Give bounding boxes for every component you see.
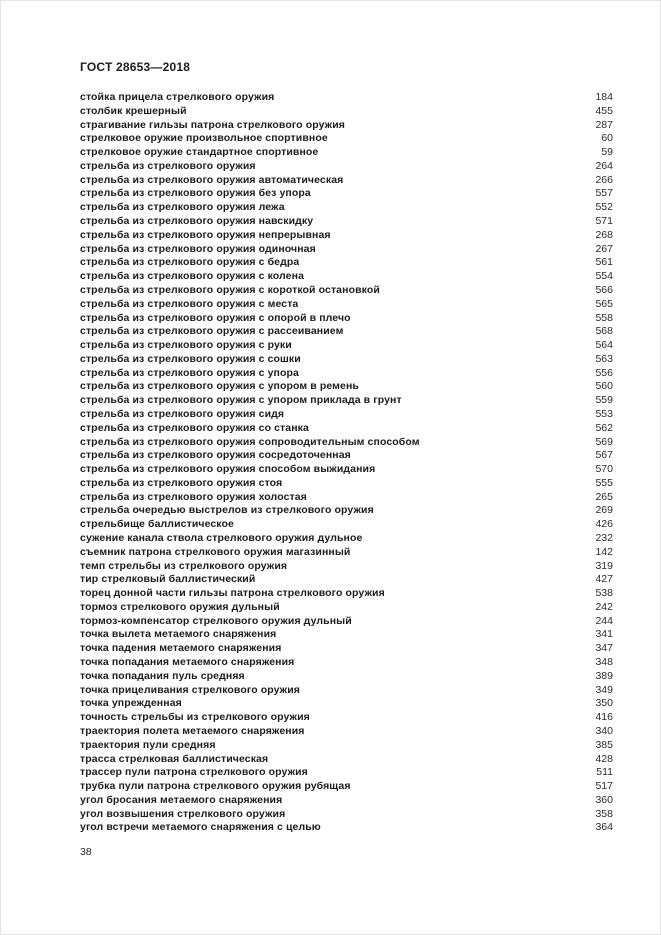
index-row [80,684,613,698]
index-row [80,615,613,629]
index-page-number: 341 [595,628,613,641]
index-term: стрельба из стрелкового оружия непрерывная [80,228,331,241]
index-row [80,380,613,394]
index-term: стрельба из стрелкового оружия стоя [80,476,283,489]
index-page-number: 268 [595,228,613,241]
index-term: стрельба из стрелкового оружия со станка [80,421,309,434]
index-page-number: 287 [595,118,613,131]
index-page-number: 60 [601,132,613,145]
index-term: угол возвышения стрелкового оружия [80,807,286,820]
index-term: траектория пули средняя [80,738,216,751]
index-term: стрельба из стрелкового оружия с сошки [80,352,301,365]
index-row [80,587,613,601]
index-term: стрельба из стрелкового оружия с упора [80,366,299,379]
index-term: стрельба из стрелкового оружия с рассеиванием [80,325,344,338]
index-page-number: 267 [595,242,613,255]
index-row [80,573,613,587]
index-page-number: 347 [595,642,613,655]
index-list [80,91,613,835]
index-page-number: 242 [595,600,613,613]
index-page-number: 416 [595,711,613,724]
index-term: стрелковое оружие стандартное спортивное [80,146,319,159]
index-page-number: 389 [595,669,613,682]
index-term: темп стрельбы из стрелкового оружия [80,559,288,572]
index-term: стрельба из стрелкового оружия с места [80,297,299,310]
index-term: точка падения метаемого снаряжения [80,642,282,655]
index-term: стрельбище баллистическое [80,518,234,531]
index-term: стрельба из стрелкового оружия способом выжидания [80,463,376,476]
index-page-number: 232 [595,532,613,544]
index-page-number: 340 [595,724,613,737]
index-term: трубка пули патрона стрелкового оружия рубящая [80,780,351,793]
index-term: стрельба из стрелкового оружия навскидку [80,215,314,228]
index-row [80,518,613,532]
index-row [80,187,613,201]
index-row [80,325,613,339]
index-term: стрельба из стрелкового оружия с бедра [80,256,300,269]
index-row [80,725,613,739]
index-page-number: 360 [595,793,613,806]
index-term: стрельба из стрелкового оружия одиночная [80,242,316,255]
index-row [80,339,613,353]
index-term: трасса стрелковая баллистическая [80,752,269,765]
index-term: стрельба из стрелкового оружия с опорой в плечо [80,311,351,324]
index-row [80,284,613,298]
index-row [80,504,613,518]
index-page-number: 570 [595,463,613,476]
index-row [80,160,613,174]
index-row [80,821,613,835]
index-row [80,477,613,491]
index-row [80,794,613,808]
index-page-number: 59 [601,146,613,159]
index-row [80,808,613,822]
index-term: стрельба из стрелкового оружия сосредоточенная [80,449,351,462]
index-row [80,353,613,367]
index-page-number: 319 [595,559,613,572]
index-term: тир стрелковый баллистический [80,573,256,586]
index-row [80,560,613,574]
index-row [80,215,613,229]
index-term: стрельба из стрелкового оружия лежа [80,201,285,214]
index-row [80,711,613,725]
index-row [80,119,613,133]
index-row [80,546,613,560]
index-term: траектория полета метаемого снаряжения [80,724,305,737]
index-page-number: 565 [595,297,613,310]
index-page-number: 426 [595,518,613,531]
index-page-number: 555 [595,476,613,489]
index-row [80,394,613,408]
index-page-number: 557 [595,187,613,200]
index-term: стрельба из стрелкового оружия автоматическая [80,173,344,186]
index-row [80,766,613,780]
index-row [80,780,613,794]
index-term: точка вылета метаемого снаряжения [80,628,277,641]
index-term: стрельба из стрелкового оружия с короткой остановкой [80,283,380,296]
index-page-number: 562 [595,421,613,434]
index-row [80,422,613,436]
index-page-number: 558 [595,311,613,324]
index-page-number: 566 [595,283,613,296]
index-page-number: 348 [595,656,613,669]
index-page-number: 569 [595,435,613,448]
index-row [80,256,613,270]
index-page-number: 427 [595,573,613,586]
index-page-number: 552 [595,201,613,214]
index-term: стрельба из стрелкового оружия холостая [80,490,307,503]
index-page-number: 358 [595,807,613,820]
page-content [1,1,660,858]
index-row [80,739,613,753]
index-term: точка упрежденная [80,697,182,710]
index-page-number: 564 [595,339,613,352]
index-row [80,642,613,656]
index-row [80,243,613,257]
index-row [80,298,613,312]
index-term: тормоз стрелкового оружия дульный [80,600,280,613]
index-page-number: 364 [595,821,613,834]
index-page-number: 349 [595,683,613,696]
index-row [80,656,613,670]
index-page-number: 538 [595,587,613,600]
index-row [80,408,613,422]
index-term: стрельба очередью выстрелов из стрелкового оружия [80,504,374,517]
index-page-number: 567 [595,449,613,462]
index-page-number: 455 [595,104,613,117]
index-row [80,229,613,243]
index-row [80,532,613,546]
index-row [80,270,613,284]
index-term: стрельба из стрелкового оружия с упором приклада в грунт [80,394,402,407]
index-row [80,201,613,215]
index-row [80,367,613,381]
index-page-number: 563 [595,352,613,365]
index-page-number: 265 [595,490,613,503]
index-row [80,463,613,477]
index-term: стрельба из стрелкового оружия с упором в ремень [80,380,359,393]
index-page-number: 244 [595,614,613,627]
index-term: столбик крешерный [80,104,187,117]
index-page-number: 511 [596,766,613,779]
index-row [80,697,613,711]
index-row [80,753,613,767]
index-term: съемник патрона стрелкового оружия магазинный [80,545,351,558]
index-term: угол бросания метаемого снаряжения [80,793,283,806]
index-page-number: 264 [595,159,613,172]
index-term: стрельба из стрелкового оружия сопроводительным способом [80,435,420,448]
index-page-number: 385 [595,738,613,751]
index-term: трассер пули патрона стрелкового оружия [80,766,308,779]
index-page-number: 553 [595,407,613,420]
index-page-number: 269 [595,504,613,517]
index-row [80,436,613,450]
index-page-number: 554 [595,270,613,283]
index-term: точка прицеливания стрелкового оружия [80,683,301,696]
index-page-number: 142 [595,545,613,558]
index-term: стрелковое оружие произвольное спортивное [80,132,328,145]
index-page-number: 556 [595,366,613,379]
index-page-number: 350 [595,697,613,710]
document-title: ГОСТ 28653—2018 [80,60,191,74]
index-term: точка попадания пуль средняя [80,669,245,682]
index-row [80,670,613,684]
index-page-number: 568 [595,325,613,338]
index-term: стрельба из стрелкового оружия без упора [80,187,311,200]
index-row [80,146,613,160]
index-page-number: 184 [595,91,613,103]
index-row [80,449,613,463]
index-term: стрельба из стрелкового оружия с колена [80,270,305,283]
index-page-number: 561 [595,256,613,269]
index-term: стрельба из стрелкового оружия [80,159,256,172]
index-term: сужение канала ствола стрелкового оружия дульное [80,532,363,544]
index-page-number: 517 [595,780,613,793]
index-row [80,132,613,146]
index-row [80,601,613,615]
index-row [80,312,613,326]
index-term: стрельба из стрелкового оружия с руки [80,339,292,352]
index-term: стойка прицела стрелкового оружия [80,91,275,103]
index-page-number: 560 [595,380,613,393]
index-page-number: 266 [595,173,613,186]
index-term: угол встречи метаемого снаряжения с целью [80,821,321,834]
index-page-number: 571 [595,215,613,228]
index-row [80,105,613,119]
index-term: точность стрельбы из стрелкового оружия [80,711,310,724]
index-page-number: 428 [595,752,613,765]
index-page-number: 559 [595,394,613,407]
index-row [80,628,613,642]
index-term: страгивание гильзы патрона стрелкового оружия [80,118,345,131]
index-row [80,91,613,105]
index-term: тормоз-компенсатор стрелкового оружия дульный [80,614,352,627]
index-term: точка попадания метаемого снаряжения [80,656,295,669]
index-term: торец донной части гильзы патрона стрелкового оружия [80,587,385,600]
index-row [80,174,613,188]
page-number: 38 [80,846,92,859]
index-row [80,491,613,505]
index-term: стрельба из стрелкового оружия сидя [80,407,285,420]
